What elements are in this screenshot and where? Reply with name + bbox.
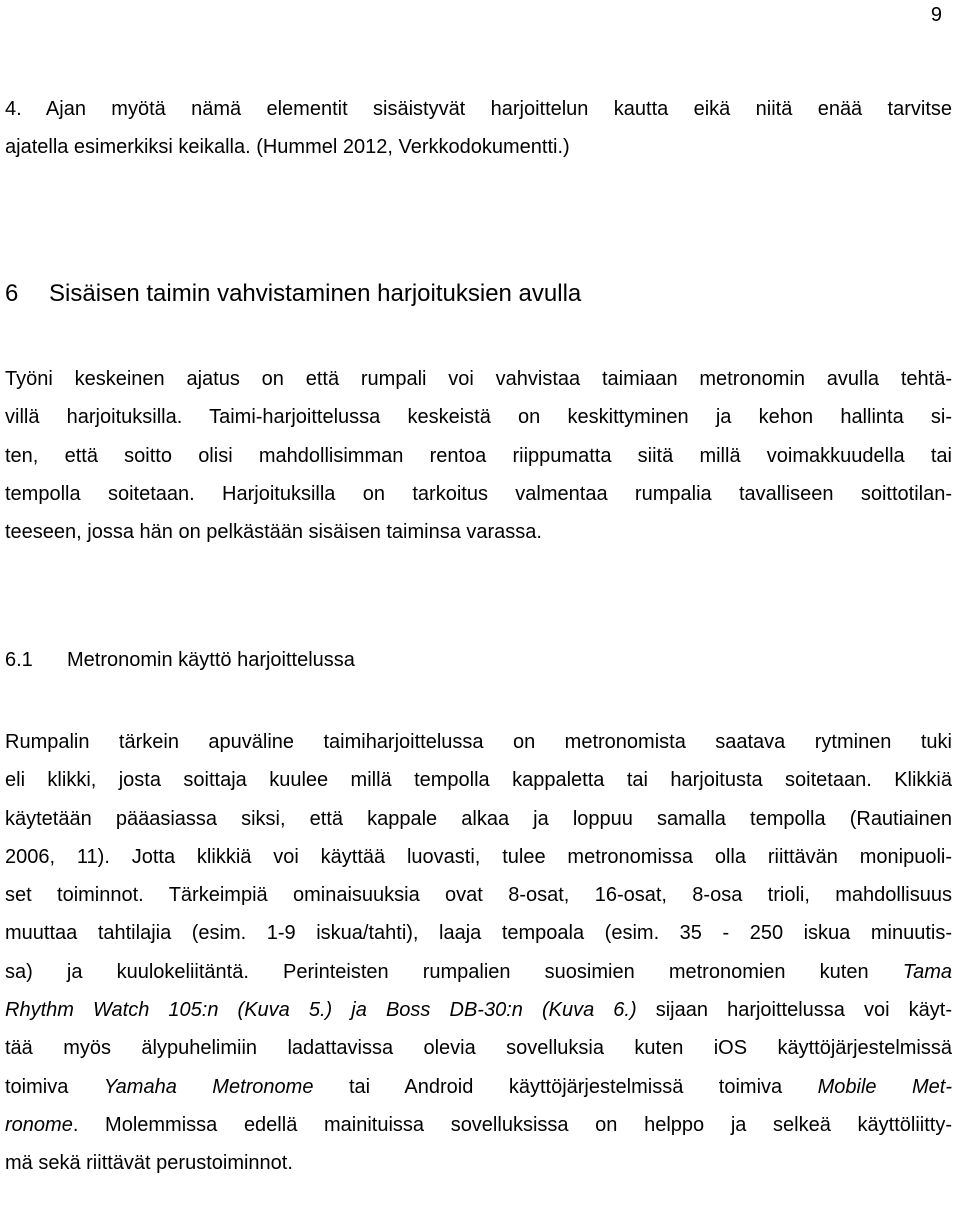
list-item-4 <box>5 90 952 167</box>
section-6-1-paragraph <box>5 723 952 1183</box>
paragraph-line <box>5 953 952 991</box>
text-run: sa) ja kuulokeliitäntä. Perinteisten rumpalien suosimien metronomien kuten <box>5 960 903 983</box>
text-run: tää myös älypuhelimiin ladattavissa olevia sovelluksia kuten iOS käyttöjärjestelmissä <box>5 1037 952 1060</box>
paragraph-line <box>5 838 952 876</box>
paragraph-line <box>5 914 952 952</box>
section-title: Sisäisen taimin vahvistaminen harjoituksien avulla <box>49 280 582 307</box>
section-heading-6-1 <box>5 645 355 675</box>
text-run: Rumpalin tärkein apuväline taimiharjoittelussa on metronomista saatava rytminen tuki <box>5 731 952 753</box>
text-run: tai Android käyttöjärjestelmissä toimiva <box>313 1075 818 1098</box>
section-number: 6 <box>5 280 19 307</box>
list-item-line: 4. Ajan myötä nämä elementit sisäistyvät harjoittelun kautta eikä niitä enää tarvitse <box>5 98 952 120</box>
section-6-paragraph <box>5 360 952 551</box>
section-title: Metronomin käyttö harjoittelussa <box>67 649 355 671</box>
paragraph-line <box>5 761 952 799</box>
paragraph-line: Työni keskeinen ajatus on että rumpali voi vahvistaa taimiaan metronomin avulla tehtä- <box>5 368 952 390</box>
paragraph-line <box>5 1029 952 1067</box>
paragraph-line: ten, että soitto olisi mahdollisimman rentoa riippumatta siitä millä voimakkuudella tai <box>5 444 952 467</box>
paragraph-line <box>5 1106 952 1144</box>
paragraph-line <box>5 800 952 838</box>
paragraph-line: villä harjoituksilla. Taimi-harjoittelussa keskeistä on keskittyminen ja kehon hallinta si- <box>5 406 952 429</box>
text-run: muuttaa tahtilajia (esim. 1-9 iskua/tahti), laaja tempoala (esim. 35 - 250 iskua minuutis- <box>5 922 952 945</box>
italic-text: ronome <box>5 1113 73 1136</box>
paragraph-line <box>5 1144 952 1182</box>
text-run: mä sekä riittävät perustoiminnot. <box>5 1152 293 1175</box>
italic-text: Tama <box>902 960 952 983</box>
text-run: toimiva <box>5 1075 104 1098</box>
text-run: 2006, 11). Jotta klikkiä voi käyttää luovasti, tulee metronomissa olla riittävän monipuoli- <box>5 845 952 868</box>
text-run: . Molemmissa edellä mainituissa sovelluksissa on helppo ja selkeä käyttöliitty- <box>72 1113 952 1136</box>
paragraph-line: teeseen, jossa hän on pelkästään sisäisen taiminsa varassa. <box>5 521 542 544</box>
paragraph-line <box>5 723 952 761</box>
paragraph-line <box>5 991 952 1029</box>
paragraph-line <box>5 1068 952 1106</box>
page-number: 9 <box>930 4 942 26</box>
italic-text: Rhythm Watch 105:n (Kuva 5.) ja Boss DB-30:n (Kuva 6.) <box>5 999 637 1022</box>
list-item-line: ajatella esimerkiksi keikalla. (Hummel 2012, Verkkodokumentti.) <box>5 136 570 159</box>
text-run: eli klikki, josta soittaja kuulee millä tempolla kappaletta tai harjoitusta soitetaan. Klikkiä <box>5 769 952 792</box>
paragraph-line: tempolla soitetaan. Harjoituksilla on tarkoitus valmentaa rumpalia tavalliseen soittotilan- <box>5 482 952 505</box>
italic-text: Yamaha Metronome <box>103 1075 314 1098</box>
paragraph-line <box>5 876 952 914</box>
text-run: käytetään pääasiassa siksi, että kappale alkaa ja loppuu samalla tempolla (Rautiainen <box>5 807 952 830</box>
text-run: sijaan harjoittelussa voi käyt- <box>636 999 952 1022</box>
text-run: set toiminnot. Tärkeimpiä ominaisuuksia ovat 8-osat, 16-osat, 8-osa trioli, mahdollisuus <box>5 884 952 907</box>
section-number: 6.1 <box>5 649 33 671</box>
section-heading-6 <box>5 278 581 310</box>
italic-text: Mobile Met- <box>817 1075 953 1098</box>
